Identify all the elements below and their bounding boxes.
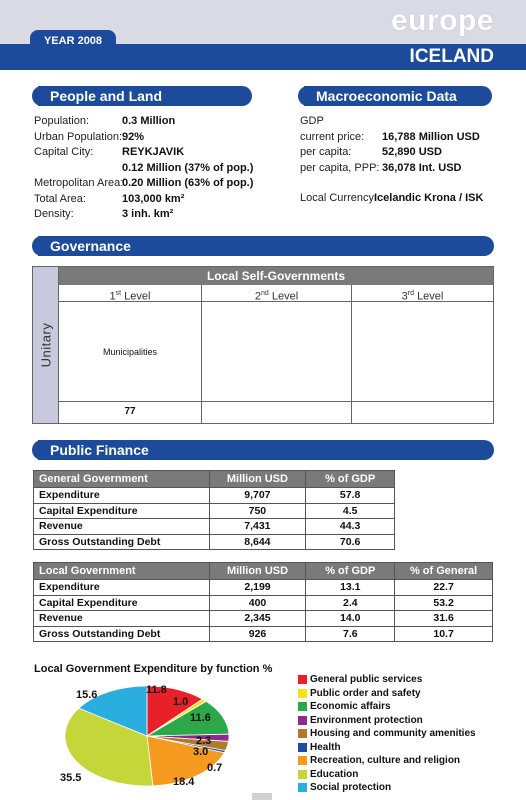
table-cell: 2,345 — [209, 611, 306, 627]
legend-item — [298, 700, 476, 714]
level-1-count: 77 — [59, 401, 201, 421]
legend-item — [298, 754, 476, 768]
legend-label: Social protection — [310, 782, 392, 793]
pie-value-label: 18.4 — [173, 776, 195, 788]
table-cell: 926 — [209, 626, 306, 642]
pie-value-label: 35.5 — [60, 772, 82, 784]
table-cell: 400 — [209, 595, 306, 611]
pie-value-label: 3.0 — [193, 746, 209, 758]
level-1-column — [59, 285, 202, 423]
table-cell: Expenditure — [34, 580, 210, 596]
level-3-column — [352, 285, 493, 423]
public-finance-heading: Public Finance — [38, 440, 494, 460]
legend-label: Environment protection — [310, 714, 423, 726]
governance-type-side — [33, 267, 59, 423]
table-cell: 44.3 — [306, 519, 395, 535]
legend-item — [298, 673, 476, 687]
table-cell: 7,431 — [209, 519, 306, 535]
legend-swatch — [298, 743, 307, 752]
table-row — [34, 626, 493, 642]
table-cell: 57.8 — [306, 488, 395, 504]
year-tab: YEAR 2008 — [30, 30, 116, 52]
table-cell: 53.2 — [395, 595, 493, 611]
legend-swatch — [298, 716, 307, 725]
gdp-per-capita-value: 52,890 USD — [382, 146, 442, 158]
table-row — [34, 611, 493, 627]
chart-legend — [298, 673, 476, 795]
table-row — [34, 534, 395, 550]
legend-label: Health — [310, 741, 341, 753]
metropolitan-area-label: Metropolitan Area: — [34, 177, 124, 189]
people-land-list — [34, 114, 294, 224]
level-1-entity: Municipalities — [102, 347, 158, 357]
total-area-label: Total Area: — [34, 192, 86, 205]
level-1-header: 1st Level — [59, 285, 201, 302]
governance-table — [32, 266, 494, 424]
capital-city-label: Capital City: — [34, 146, 94, 158]
legend-item — [298, 768, 476, 782]
macro-heading: Macroeconomic Data — [304, 86, 492, 106]
table-cell: Gross Outstanding Debt — [34, 534, 210, 550]
table-cell: 2.4 — [306, 595, 395, 611]
table-header-cell: Million USD — [209, 563, 306, 580]
table-cell: 8,644 — [209, 534, 306, 550]
table-cell: 14.0 — [306, 611, 395, 627]
table-header-row — [34, 563, 493, 580]
table-header-cell: % of GDP — [306, 471, 395, 488]
table-cell: 13.1 — [306, 580, 395, 596]
table-cell: 2,199 — [209, 580, 306, 596]
pie-value-label: 1.0 — [173, 696, 189, 708]
table-cell: 750 — [209, 503, 306, 519]
legend-item — [298, 781, 476, 795]
table-cell: Revenue — [34, 611, 210, 627]
gdp-per-capita-label: per capita: — [300, 146, 352, 158]
level-2-header: 2nd Level — [202, 285, 351, 302]
self-governments-header: Local Self-Governments — [59, 267, 493, 285]
legend-label: Economic affairs — [310, 701, 391, 712]
governance-type-label: Unitary — [38, 322, 54, 368]
table-cell: 70.6 — [306, 534, 395, 550]
pie-value-label: 15.6 — [76, 689, 98, 701]
legend-label: Housing and community amenities — [310, 728, 476, 739]
header-band — [0, 0, 526, 72]
legend-swatch — [298, 756, 307, 765]
legend-label: Education — [310, 768, 359, 780]
legend-swatch — [298, 770, 307, 779]
table-cell: 9,707 — [209, 488, 306, 504]
urban-population-value: 92% — [122, 130, 145, 143]
table-row — [34, 503, 395, 519]
legend-item — [298, 687, 476, 701]
chart-title: Local Government Expenditure by function % — [34, 663, 273, 675]
population-value: 0.3 Million — [122, 115, 176, 127]
gdp-ppp-value: 36,078 Int. USD — [382, 161, 462, 174]
table-row — [34, 580, 493, 596]
table-row — [34, 595, 493, 611]
capital-population-value: 0.12 Million (37% of pop.) — [122, 161, 254, 174]
table-cell: Gross Outstanding Debt — [34, 626, 210, 642]
level-3-header: 3rd Level — [352, 285, 493, 302]
region-title: europe — [390, 4, 494, 37]
table-cell: Expenditure — [34, 488, 210, 504]
legend-label: General public services — [310, 674, 423, 685]
level-2-count — [202, 401, 351, 421]
legend-swatch — [298, 689, 307, 698]
page-bottom-marker — [252, 793, 272, 800]
legend-swatch — [298, 675, 307, 684]
table-cell: Capital Expenditure — [34, 595, 210, 611]
legend-label: Public order and safety — [310, 687, 421, 699]
table-cell: 31.6 — [395, 611, 493, 627]
table-cell: 7.6 — [306, 626, 395, 642]
table-header-cell: % of GDP — [306, 563, 395, 580]
table-cell: Capital Expenditure — [34, 503, 210, 519]
table-header-cell: Million USD — [209, 471, 306, 488]
macro-list — [300, 114, 500, 210]
density-label: Density: — [34, 208, 74, 220]
table-row — [34, 519, 395, 535]
table-cell: Revenue — [34, 519, 210, 535]
legend-swatch — [298, 783, 307, 792]
population-label: Population: — [34, 115, 90, 127]
legend-item — [298, 727, 476, 741]
gdp-ppp-label: per capita, PPP: — [300, 161, 380, 174]
table-header-cell: % of General — [395, 563, 493, 580]
table-header-cell: General Government — [34, 471, 210, 488]
table-cell: 10.7 — [395, 626, 493, 642]
legend-label: Recreation, culture and religion — [310, 755, 461, 766]
gdp-label: GDP — [300, 115, 324, 127]
pie-value-label: 11.6 — [190, 712, 211, 724]
legend-swatch — [298, 702, 307, 711]
legend-swatch — [298, 729, 307, 738]
currency-value: Icelandic Krona / ISK — [374, 192, 484, 204]
governance-heading: Governance — [38, 236, 494, 256]
table-row — [34, 488, 395, 504]
country-title: ICELAND — [409, 46, 494, 67]
density-value: 3 inh. km² — [122, 208, 174, 220]
table-cell: 22.7 — [395, 580, 493, 596]
capital-city-value: REYKJAVIK — [122, 146, 185, 158]
table-cell: 4.5 — [306, 503, 395, 519]
pie-value-label: 0.7 — [207, 762, 223, 774]
level-2-column — [202, 285, 352, 423]
pie-value-label: 2.3 — [196, 735, 212, 747]
table-header-row — [34, 471, 395, 488]
general-government-table — [33, 470, 395, 550]
urban-population-label: Urban Population: — [34, 130, 123, 143]
level-3-count — [352, 401, 493, 421]
legend-item — [298, 714, 476, 728]
local-government-table — [33, 562, 493, 642]
currency-label: Local Currency: — [300, 192, 378, 204]
metropolitan-area-value: 0.20 Million (63% of pop.) — [122, 177, 254, 189]
gdp-current-price-label: current price: — [300, 130, 365, 143]
table-header-cell: Local Government — [34, 563, 210, 580]
pie-value-label: 11.8 — [146, 684, 167, 696]
legend-item — [298, 741, 476, 755]
people-land-heading: People and Land — [38, 86, 252, 106]
gdp-current-price-value: 16,788 Million USD — [382, 130, 480, 143]
total-area-value: 103,000 km² — [122, 192, 185, 205]
